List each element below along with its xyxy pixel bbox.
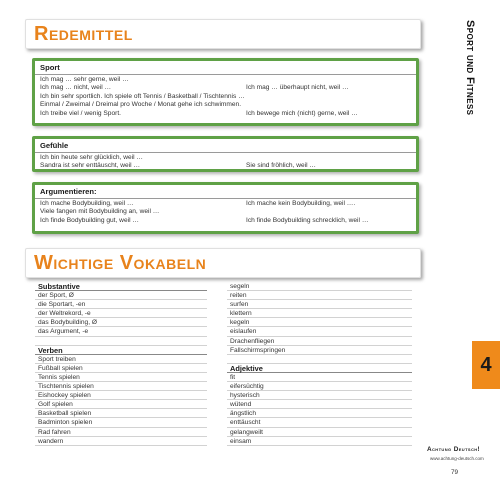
sport-divider [35,74,416,75]
substantiv-item: das Argument, -e [35,327,207,336]
phrase-right: Sie sind fröhlich, weil … [246,162,316,170]
vokabeln-heading: Wichtige Vokabeln [34,252,207,274]
verben-heading: Verben [35,346,207,355]
brand-name: Achtung Deutsch! [427,446,481,453]
phrase-right: Ich bewege mich (nicht) gerne, weil … [246,109,358,117]
verb-item: Sport treiben [35,355,207,364]
phrase-row [35,76,416,84]
verb-item: Tennis spielen [35,373,207,382]
sport-rows [35,76,416,118]
verb-item [227,355,412,364]
page-number: 79 [451,469,459,476]
verben-fortsetzung-list [227,282,412,364]
verben-list [35,355,207,446]
sport-title: Sport [40,63,60,72]
substantive-list [35,291,207,346]
phrase-row [35,200,416,208]
adjektiv-item: wütend [227,400,412,409]
verb-item: Fußball spielen [35,364,207,373]
verb-item: klettern [227,309,412,318]
adjektiv-item: gelangweilt [227,428,412,437]
verb-item: Fallschirmspringen [227,346,412,355]
chapter-tab [472,341,500,389]
gefuehle-title: Gefühle [40,141,69,150]
phrase-row [35,208,416,216]
vokabeln-left-column [35,282,207,446]
substantiv-item [35,337,207,346]
argumentieren-box [32,182,419,234]
argumentieren-title: Argumentieren: [40,187,97,196]
verb-item: segeln [227,282,412,291]
adjektive-heading: Adjektive [227,364,412,373]
adjektiv-item: fit [227,373,412,382]
phrase-row [35,162,416,170]
phrase-right: Ich mache kein Bodybuilding, weil …. [246,200,356,207]
phrase-left: Ich bin heute sehr glücklich, weil … [40,154,143,161]
verb-item: kegeln [227,318,412,327]
verb-item: Drachenfliegen [227,337,412,346]
phrase-left: Ich bin sehr sportlich. Ich spiele oft Tennis / Basketball / Tischtennis … [40,92,245,100]
phrase-row [35,217,416,225]
gefuehle-rows [35,154,416,171]
phrase-left: Einmal / Zweimal / Dreimal pro Woche / Monat gehe ich schwimmen. [40,101,242,109]
chapter-number: 4 [480,354,492,376]
redemittel-header [25,19,421,49]
phrase-right: Ich mag … überhaupt nicht, weil … [246,84,349,92]
verb-item: Basketball spielen [35,409,207,418]
adjektiv-item: enttäuscht [227,418,412,427]
chapter-side-title [450,20,490,170]
redemittel-heading: Redemittel [34,23,133,45]
substantive-heading: Substantive [35,282,207,291]
substantiv-item: der Weltrekord, -e [35,309,207,318]
phrase-left: Sandra ist sehr enttäuscht, weil … [40,162,141,170]
verb-item: Tischtennis spielen [35,382,207,391]
phrase-right: Ich finde Bodybuilding schrecklich, weil … [246,216,369,224]
phrase-left: Viele fangen mit Bodybuilding an, weil … [40,208,160,216]
gefuehle-box [32,136,419,172]
gefuehle-divider [35,152,416,153]
adjektiv-item: eifersüchtig [227,382,412,391]
verb-item: Rad fahren [35,428,207,437]
chapter-title-text: Sport und Fitness [464,20,476,116]
vokabeln-right-column [227,282,412,446]
vokabeln-header [25,248,421,278]
verb-item: Eishockey spielen [35,391,207,400]
phrase-row [35,101,416,109]
argumentieren-rows [35,200,416,225]
verb-item: surfen [227,300,412,309]
phrase-row [35,154,416,162]
phrase-row [35,84,416,92]
phrase-row [35,110,416,118]
adjektiv-item: einsam [227,437,412,446]
verb-item: Badminton spielen [35,418,207,427]
phrase-row [35,93,416,101]
sport-box [32,58,419,126]
verb-item: eislaufen [227,327,412,336]
phrase-left: Ich finde Bodybuilding gut, weil … [40,216,139,224]
argumentieren-divider [35,198,416,199]
substantiv-item: die Sportart, -en [35,300,207,309]
brand-url: www.achtung-deutsch.com [430,456,484,461]
adjektiv-item: ängstlich [227,409,412,418]
phrase-left: Ich mag … sehr gerne, weil … [40,76,129,83]
substantiv-item: der Sport, Ø [35,291,207,300]
verb-item: Golf spielen [35,400,207,409]
verb-item: wandern [35,437,207,446]
adjektive-list [227,373,412,446]
phrase-left: Ich mag … nicht, weil … [40,84,112,92]
adjektiv-item: hysterisch [227,391,412,400]
phrase-left: Ich treibe viel / wenig Sport. [40,109,121,117]
phrase-left: Ich mache Bodybuilding, weil … [40,200,134,207]
substantiv-item: das Bodybuilding, Ø [35,318,207,327]
verb-item: reiten [227,291,412,300]
